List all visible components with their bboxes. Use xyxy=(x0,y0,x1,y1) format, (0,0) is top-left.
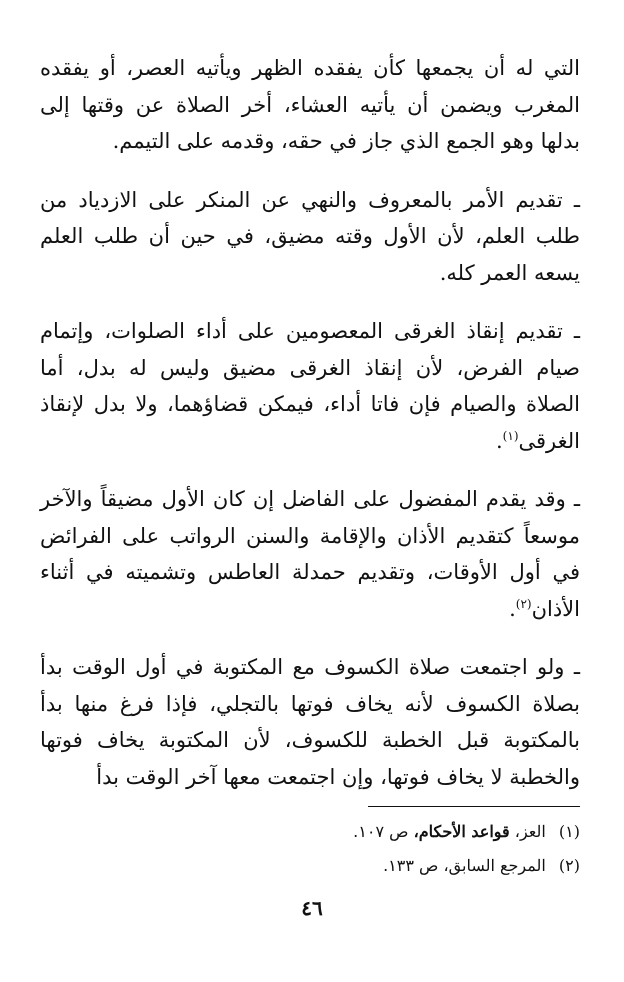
paragraph-text: ـ وقد يقدم المفضول على الفاضل إن كان الأول مضيقاً والآخر موسعاً كتقديم الأذان والإقامة والسنن الرواتب على الفرائض في أول الأوقات، وتقديم حمدلة العاطس وتشميته في أثناء الأذان xyxy=(40,487,580,621)
paragraph-text: ـ ولو اجتمعت صلاة الكسوف مع المكتوبة في أول الوقت بدأ بصلاة الكسوف لأنه يخاف فوتها بالتجلي، فإذا فرغ منها بدأ بالمكتوبة قبل الخطبة للكسوف، لأن المكتوبة يخاف فوتها والخطبة لا يخاف فوتها، وإن اجتمعت معها آخر الوقت بدأ xyxy=(40,655,580,789)
footnote-page: ص ١٣٣. xyxy=(383,856,439,875)
paragraph-1 xyxy=(40,50,580,160)
main-text xyxy=(40,50,580,795)
footnote-page: ص ١٠٧. xyxy=(353,822,409,841)
footnote-work: قواعد الأحكام، xyxy=(413,822,510,841)
paragraph-text: ـ تقديم إنقاذ الغرقى المعصومين على أداء الصلوات، وإتمام صيام الفرض، لأن إنقاذ الغرقى مضيق وليس له بدل، أما الصلاة والصيام فإن فاتا أداء، فيمكن قضاؤهما، ولا بدل لإنقاذ الغرقى xyxy=(40,319,580,453)
footnote-2 xyxy=(44,849,580,883)
paragraph-end: . xyxy=(495,428,503,453)
paragraph-4 xyxy=(40,481,580,627)
paragraph-text: التي له أن يجمعها كأن يفقده الظهر ويأتيه العصر، أو يفقده المغرب ويضمن أن يأتيه العشاء، أخر الصلاة عن وقتها إلى بدلها وهو الجمع الذي جاز في حقه، وقدمه على التيمم. xyxy=(40,56,580,153)
footnote-1 xyxy=(44,815,580,849)
footnote-reference-2[interactable]: (٢) xyxy=(515,596,532,611)
page-number: ٤٦ xyxy=(301,896,323,920)
paragraph-2 xyxy=(40,182,580,292)
paragraph-text: ـ تقديم الأمر بالمعروف والنهي عن المنكر على الازدياد من طلب العلم، لأن الأول وقته مضيق، في حين أن طلب العلم يسعه العمر كله. xyxy=(40,187,580,285)
footnote-reference-1[interactable]: (١) xyxy=(502,428,519,443)
footnote-number: (٢) xyxy=(558,856,580,875)
paragraph-5 xyxy=(40,649,580,795)
paragraph-end: . xyxy=(509,596,516,621)
footnote-separator xyxy=(368,806,580,807)
footnotes xyxy=(44,815,580,883)
footnote-number: (١) xyxy=(558,822,580,841)
footnote-author: المرجع السابق، xyxy=(443,856,546,875)
footnote-author: العز، xyxy=(514,822,546,841)
paragraph-3 xyxy=(40,313,580,459)
